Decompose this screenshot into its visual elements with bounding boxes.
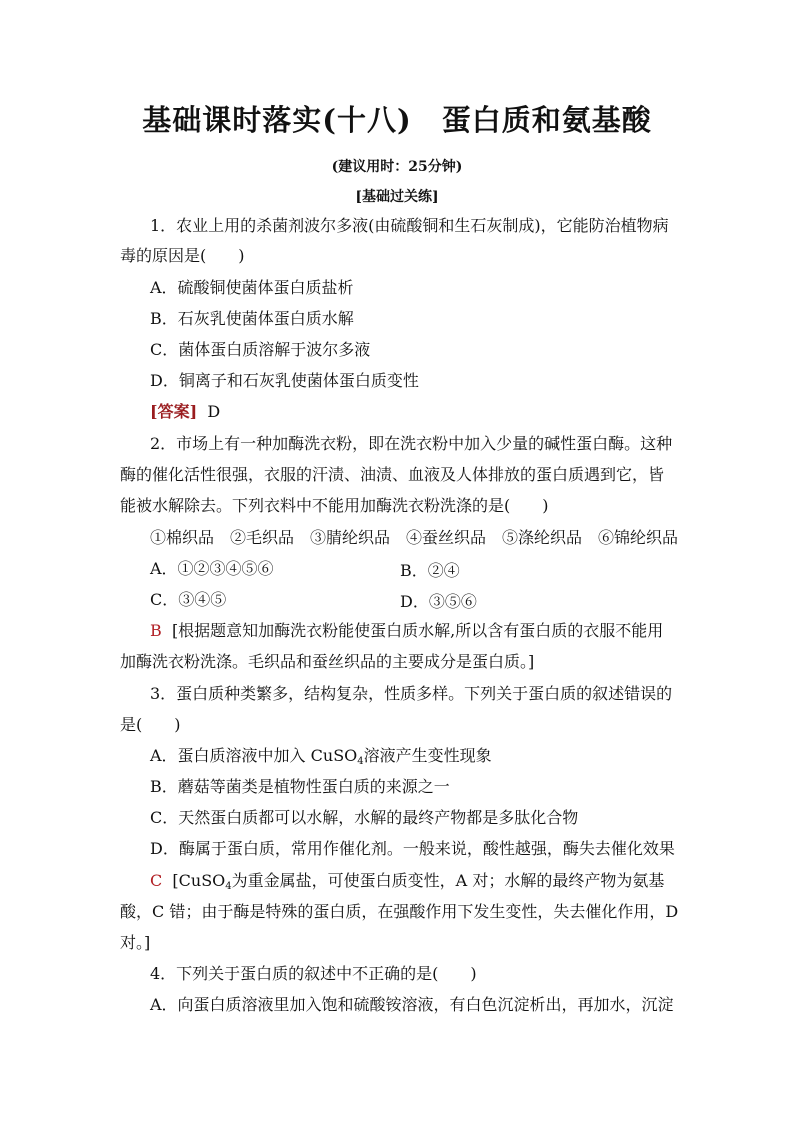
page-title — [0, 98, 794, 139]
q3-option-a — [150, 745, 492, 773]
q3-explain-line3: 对。] — [120, 933, 151, 952]
q3-a-text: A．蛋白质溶液中加入 CuSO — [150, 746, 358, 765]
q3-option-b: B．蘑菇等菌类是植物性蛋白质的来源之一 — [150, 777, 450, 796]
q2-option-d: D．③⑤⑥ — [400, 592, 477, 611]
q1-option-d: D．铜离子和石灰乳使菌体蛋白质变性 — [150, 371, 419, 390]
q4-stem: 4．下列关于蛋白质的叙述中不正确的是( ) — [150, 964, 477, 983]
q1-option-b: B．石灰乳使菌体蛋白质水解 — [150, 309, 354, 328]
answer-value: D — [207, 402, 221, 421]
q2-explain-line2: 加酶洗衣粉洗涤。毛织品和蚕丝织品的主要成分是蛋白质。] — [120, 652, 535, 671]
q1-stem-line2: 毒的原因是( ) — [120, 246, 245, 265]
q3-explain-post: 为重金属盐，可使蛋白质变性，A 对；水解的最终产物为氨基 — [231, 871, 665, 890]
q3-explain-pre: [CuSO — [172, 871, 226, 890]
answer-label: [答案] — [150, 402, 198, 421]
q3-explain-subscript: 4 — [225, 881, 232, 892]
q4-option-a: A．向蛋白质溶液里加入饱和硫酸铵溶液，有白色沉淀析出，再加水，沉淀 — [150, 995, 674, 1014]
q3-a-text-post: 溶液产生变性现象 — [363, 746, 492, 765]
q2-stem-line2: 酶的催化活性很强，衣服的汗渍、油渍、血液及人体排放的蛋白质遇到它，皆 — [120, 465, 665, 484]
q3-answer: C — [150, 871, 163, 890]
q1-option-c: C．菌体蛋白质溶解于波尔多液 — [150, 340, 371, 359]
q3-a-subscript: 4 — [357, 756, 364, 767]
q3-explain-line2: 酸，C 错；由于酶是特殊的蛋白质，在强酸作用下发生变性，失去催化作用，D — [120, 902, 679, 921]
q2-items: ①棉织品 ②毛织品 ③腈纶织品 ④蚕丝织品 ⑤涤纶织品 ⑥锦纶织品 — [150, 528, 679, 547]
q2-option-a: A．①②③④⑤⑥ — [150, 559, 274, 578]
title-main: 基础课时落实(十八) — [142, 103, 412, 137]
section-heading: [基础过关练] — [355, 189, 439, 205]
q1-answer — [150, 401, 220, 423]
q2-explain-line1 — [150, 620, 663, 642]
q2-explain-text: [根据题意知加酶洗衣粉能使蛋白质水解,所以含有蛋白质的衣服不能用 — [171, 621, 664, 640]
q3-stem-line2: 是( ) — [120, 715, 181, 734]
q2-answer: B — [150, 621, 162, 640]
q1-stem-line1: 1．农业上用的杀菌剂波尔多液(由硫酸铜和生石灰制成)，它能防治植物病 — [150, 216, 669, 235]
q2-option-c: C．③④⑤ — [150, 590, 227, 609]
title-sub: 蛋白质和氨基酸 — [441, 103, 652, 137]
q2-option-b: B．②④ — [400, 561, 460, 580]
time-note: (建议用时：25分钟) — [331, 159, 463, 175]
q2-stem-line1: 2．市场上有一种加酶洗衣粉，即在洗衣粉中加入少量的碱性蛋白酶。这种 — [150, 434, 673, 453]
q2-stem-line3: 能被水解除去。下列衣料中不能用加酶洗衣粉洗涤的是( ) — [120, 496, 549, 515]
q1-option-a: A．硫酸铜使菌体蛋白质盐析 — [150, 278, 354, 297]
q3-option-c: C．天然蛋白质都可以水解，水解的最终产物都是多肽化合物 — [150, 808, 579, 827]
q3-option-d: D．酶属于蛋白质，常用作催化剂。一般来说，酸性越强，酶失去催化效果 — [150, 839, 675, 858]
q3-stem-line1: 3．蛋白质种类繁多，结构复杂，性质多样。下列关于蛋白质的叙述错误的 — [150, 684, 673, 703]
q3-explain-line1 — [150, 870, 664, 898]
